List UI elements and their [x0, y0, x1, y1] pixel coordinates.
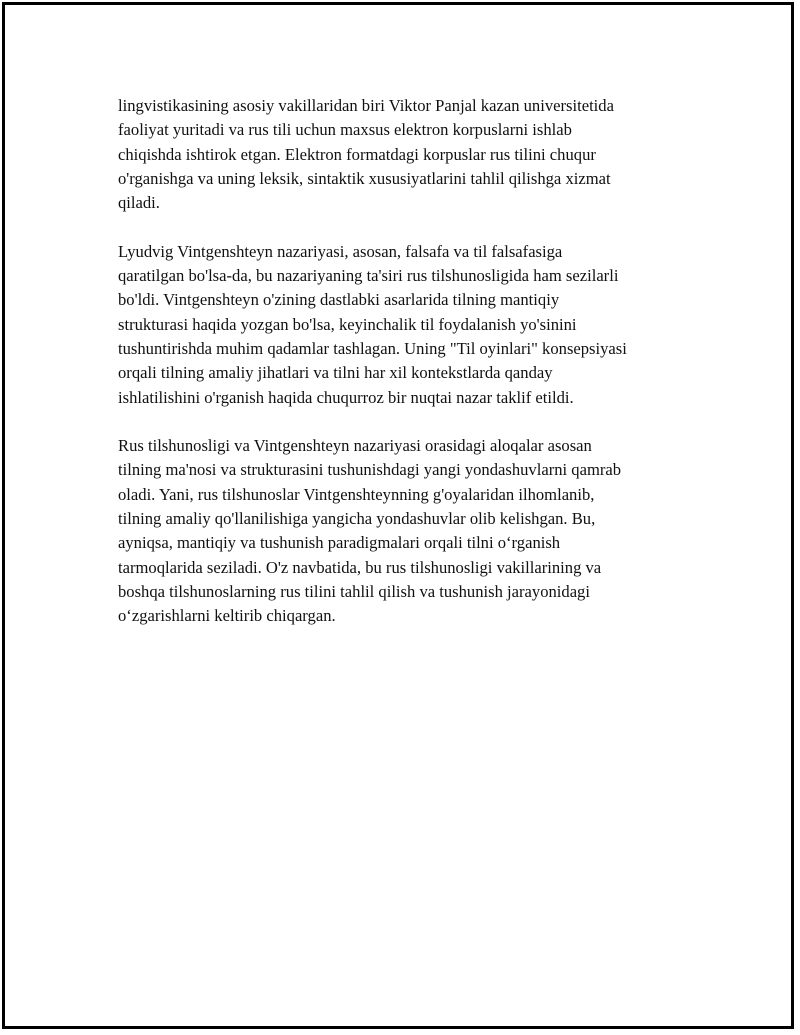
text-line: boshqa tilshunoslarning rus tilini tahlil qilish va tushunish jarayonidagi: [118, 581, 590, 601]
text-line: Lyudvig Vintgenshteyn nazariyasi, asosan, falsafa va til falsafasiga: [118, 241, 563, 261]
paragraph-2: [118, 240, 708, 410]
text-line: oladi. Yani, rus tilshunoslar Vintgenshteynning g'oyalaridan ilhomlanib,: [118, 484, 595, 504]
paragraph-3: [118, 434, 708, 628]
paragraph-1: [118, 94, 708, 215]
text-line: bo'ldi. Vintgenshteyn o'zining dastlabki asarlarida tilning mantiqiy: [118, 290, 560, 310]
text-line: o'rganishga va uning leksik, sintaktik xususiyatlarini tahlil qilishga xizmat: [118, 168, 611, 188]
text-line: tilning ma'nosi va strukturasini tushunishdagi yangi yondashuvlarni qamrab: [118, 460, 622, 480]
text-line: tilning amaliy qo'llanilishiga yangicha yondashuvlar olib kelishgan. Bu,: [118, 509, 596, 529]
text-line: qiladi.: [118, 193, 160, 213]
text-line: orqali tilning amaliy jihatlari va tilni har xil kontekstlarda qanday: [118, 363, 553, 383]
text-line: tushuntirishda muhim qadamlar tashlagan. Uning "Til oyinlari" konsepsiyasi: [118, 338, 627, 358]
text-line: qaratilgan bo'lsa-da, bu nazariyaning ta'siri rus tilshunosligida ham sezilarli: [118, 266, 619, 286]
text-line: Rus tilshunosligi va Vintgenshteyn nazariyasi orasidagi aloqalar asosan: [118, 436, 592, 456]
text-line: strukturasi haqida yozgan bo'lsa, keyinchalik til foydalanish yo'sinini: [118, 314, 577, 334]
text-line: tarmoqlarida seziladi. O'z navbatida, bu rus tilshunosligi vakillarining va: [118, 557, 602, 577]
text-line: chiqishda ishtirok etgan. Elektron formatdagi korpuslar rus tilini chuqur: [118, 144, 596, 164]
text-line: o‘zgarishlarni keltirib chiqargan.: [118, 606, 336, 626]
text-line: ishlatilishini o'rganish haqida chuqurroz bir nuqtai nazar taklif etildi.: [118, 387, 574, 407]
text-line: ayniqsa, mantiqiy va tushunish paradigmalari orqali tilni o‘rganish: [118, 533, 561, 553]
text-line: faoliyat yuritadi va rus tili uchun maxsus elektron korpuslarni ishlab: [118, 120, 572, 140]
document-body: [118, 94, 708, 653]
text-line: lingvistikasining asosiy vakillaridan biri Viktor Panjal kazan universitetida: [118, 96, 614, 115]
